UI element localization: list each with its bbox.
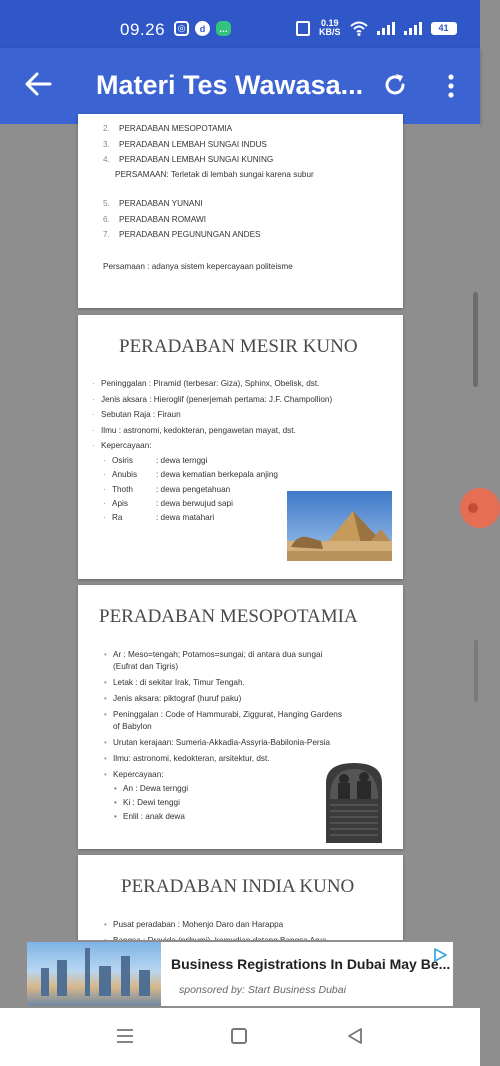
back-triangle-icon[interactable] <box>346 1027 364 1045</box>
slide-intro <box>78 114 403 308</box>
app-bar <box>0 48 480 124</box>
battery-icon: 41 <box>431 22 457 35</box>
hammurabi-stele-image <box>320 761 388 843</box>
bullet: · Jenis aksara : Hieroglif (penerjemah pertama: J.F. Champollion) <box>92 395 333 404</box>
status-time: 09.26 <box>120 20 166 39</box>
page-title: Materi Tes Wawasa... <box>96 70 364 100</box>
bullet: • Kepercayaan: <box>104 770 164 779</box>
persamaan-note: PERSAMAAN: Terletak di lembah sungai karena subur <box>115 170 314 179</box>
bullet: • Ar : Meso=tengah; Potamos=sungai; di antara dua sungai <box>104 650 323 659</box>
bullet: · Peninggalan : Piramid (terbesar: Giza), Sphinx, Obelisk, dst. <box>92 379 320 388</box>
network-speed: 0.19 KB/S <box>319 18 341 37</box>
list-item: 2. PERADABAN MESOPOTAMIA <box>103 124 233 133</box>
page-scroll-indicator[interactable] <box>474 640 478 702</box>
vibrate-icon <box>296 21 310 36</box>
list-item: 3. PERADABAN LEMBAH SUNGAI INDUS <box>103 140 267 149</box>
list-item: 6. PERADABAN ROMAWI <box>103 215 207 224</box>
bullet-continuation: of Babylon <box>113 722 152 731</box>
home-icon[interactable] <box>231 1028 247 1044</box>
ad-banner[interactable] <box>0 940 480 1008</box>
back-arrow-icon[interactable] <box>24 70 52 98</box>
instagram-icon: ◎ <box>174 21 189 36</box>
signal-1-icon <box>377 21 395 35</box>
bullet: · Ilmu : astronomi, kedokteran, pengawetan mayat, dst. <box>92 426 296 435</box>
bullet: • Peninggalan : Code of Hammurabi, Ziggurat, Hanging Gardens <box>104 710 342 719</box>
signal-2-icon <box>404 21 422 35</box>
chat-icon: … <box>216 21 231 36</box>
bullet: • Urutan kerajaan: Sumeria-Akkadia-Assyria-Babilonia-Persia <box>104 738 331 747</box>
slide-title: PERADABAN MESIR KUNO <box>119 336 358 357</box>
bullet: · Kepercayaan: <box>92 441 152 450</box>
wifi-icon <box>350 21 368 36</box>
bullet: • Letak : di sekitar Irak, Timur Tengah. <box>104 678 245 687</box>
list-item: 7. PERADABAN PEGUNUNGAN ANDES <box>103 230 261 239</box>
recent-apps-icon[interactable] <box>116 1028 134 1044</box>
bullet: • Pusat peradaban : Mohenjo Daro dan Harappa <box>104 920 284 929</box>
ad-sponsor: sponsored by: Start Business Dubai <box>179 984 346 996</box>
pyramid-image <box>287 491 392 561</box>
bullet: • Jenis aksara: piktograf (huruf paku) <box>104 694 242 703</box>
more-options-icon[interactable] <box>442 72 460 100</box>
document-viewer[interactable] <box>0 124 480 940</box>
status-bar <box>0 0 480 48</box>
god-item: · Thoth : dewa pengetahuan <box>103 485 231 494</box>
slide-mesir-kuno <box>78 315 403 579</box>
ad-title[interactable]: Business Registrations In Dubai May Be... <box>171 956 451 972</box>
slide-mesopotamia <box>78 585 403 849</box>
refresh-icon[interactable] <box>382 72 408 98</box>
ad-card[interactable] <box>27 942 453 1006</box>
god-item: · Apis : dewa berwujud sapi <box>103 499 233 508</box>
god-item: • Ki : Dewi tenggi <box>114 798 180 807</box>
system-nav-bar <box>0 1008 480 1066</box>
god-item: · Anubis : dewa kematian berkepala anjing <box>103 470 278 479</box>
app-d-icon: d <box>195 21 210 36</box>
bullet-continuation: (Eufrat dan Tigris) <box>113 662 179 671</box>
scroll-thumb[interactable] <box>473 292 478 387</box>
god-item: · Ra : dewa matahari <box>103 513 215 522</box>
bullet: · Sebutan Raja : Firaun <box>92 410 181 419</box>
bullet: • Ilmu: astronomi, kedokteran, arsitektur, dst. <box>104 754 270 763</box>
slide-title: PERADABAN MESOPOTAMIA <box>99 606 358 627</box>
notification-icons <box>174 21 231 36</box>
system-icons <box>296 19 457 37</box>
god-item: • An : Dewa ternggi <box>114 784 189 793</box>
list-item: 4. PERADABAN LEMBAH SUNGAI KUNING <box>103 155 274 164</box>
god-item: · Osiris : dewa ternggi <box>103 456 208 465</box>
persamaan-note: Persamaan : adanya sistem kepercayaan politeisme <box>103 262 293 271</box>
floating-bubble-button[interactable] <box>460 488 500 528</box>
ad-choices-icon[interactable] <box>433 948 447 962</box>
list-item: 5. PERADABAN YUNANI <box>103 199 203 208</box>
ad-city-image <box>27 942 161 1006</box>
god-item: • Enlil : anak dewa <box>114 812 185 821</box>
slide-title: PERADABAN INDIA KUNO <box>121 876 355 897</box>
